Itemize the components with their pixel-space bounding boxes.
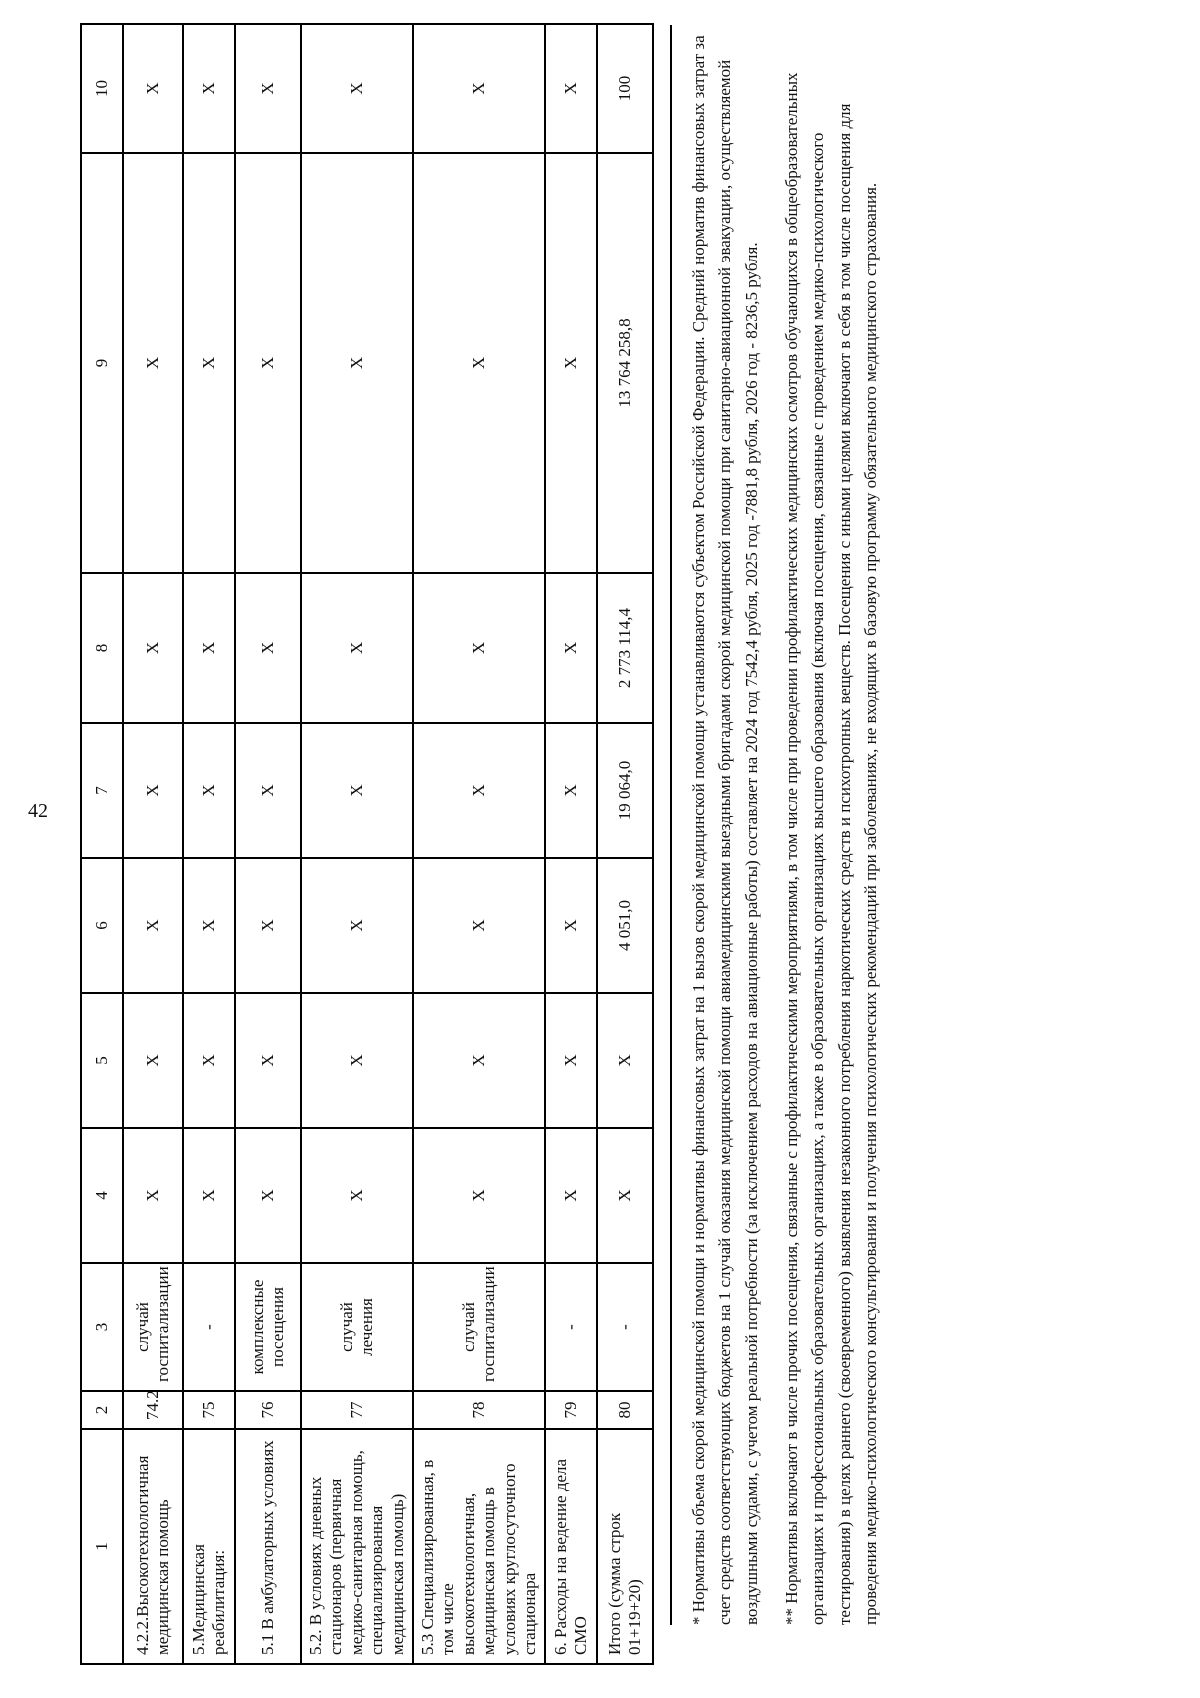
unit-cell: -: [597, 1263, 653, 1391]
value-cell: Х: [123, 858, 183, 993]
value-cell: Х: [301, 858, 413, 993]
row-label-cell: 5.3 Специализированная, в том числе высокотехнологичная, медицинская помощь в условиях круглосуточного стационара: [413, 1429, 545, 1664]
value-cell: 19 064,0: [597, 723, 653, 858]
value-cell: Х: [413, 723, 545, 858]
value-cell: Х: [123, 993, 183, 1128]
header-cell: 1: [81, 1429, 123, 1664]
header-cell: 5: [81, 993, 123, 1128]
footnote-visits: ** Нормативы включают в числе прочих посещения, связанные с профилактическими мероприятиями, в том числе при проведении профилактических медицинских осмотров обучающихся в общеобразовательных организациях и профессиональных образовательных организациях, а также в образовательных организациях высшего образования (включая посещения, связанные с проведением медико-психологического тестирования) в целях раннего (своевременного) выявления незаконного потребления наркотических средств и психотропных веществ. Посещения с иными целями включают в себя в том числе посещения для проведения медико-психологического консультирования и получения психологических рекомендаций при заболеваниях, не входящих в базовую программу обязательного медицинского страхования.: [782, 72, 881, 1625]
row-label-cell: Итого (сумма строк 01+19+20): [597, 1429, 653, 1664]
value-cell: Х: [235, 573, 301, 723]
table-header-row: [81, 24, 123, 1664]
value-cell: Х: [301, 573, 413, 723]
row-label-cell: 6. Расходы на ведение дела СМО: [545, 1429, 597, 1664]
value-cell: Х: [413, 1128, 545, 1263]
table-row: [301, 24, 413, 1664]
value-cell: Х: [413, 573, 545, 723]
unit-cell: случай госпитализации: [123, 1263, 183, 1391]
value-cell: 100: [597, 24, 653, 153]
header-cell: 7: [81, 723, 123, 858]
value-cell: 4 051,0: [597, 858, 653, 993]
header-cell: 8: [81, 573, 123, 723]
value-cell: Х: [413, 153, 545, 573]
value-cell: Х: [123, 1128, 183, 1263]
table-row-total: [597, 24, 653, 1664]
unit-cell: -: [183, 1263, 235, 1391]
row-number-cell: 77: [301, 1391, 413, 1429]
value-cell: Х: [545, 24, 597, 153]
row-number-cell: 80: [597, 1391, 653, 1429]
value-cell: Х: [301, 153, 413, 573]
value-cell: Х: [301, 1128, 413, 1263]
header-cell: 10: [81, 24, 123, 153]
value-cell: Х: [183, 723, 235, 858]
header-cell: 3: [81, 1263, 123, 1391]
row-label-cell: 5.Медицинская реабилитация:: [183, 1429, 235, 1664]
value-cell: Х: [301, 24, 413, 153]
unit-cell: случай лечения: [301, 1263, 413, 1391]
table-row: [235, 24, 301, 1664]
value-cell: Х: [545, 993, 597, 1128]
value-cell: Х: [183, 573, 235, 723]
value-cell: 13 764 258,8: [597, 153, 653, 573]
value-cell: Х: [123, 723, 183, 858]
value-cell: Х: [413, 858, 545, 993]
row-number-cell: 75: [183, 1391, 235, 1429]
footnotes: [670, 25, 898, 1625]
value-cell: Х: [235, 858, 301, 993]
footnote-ambulance: * Нормативы объема скорой медицинской помощи и нормативы финансовых затрат на 1 вызов скорой медицинской помощи устанавливаются субъектом Российской Федерации. Средний норматив финансовых затрат за счет средств соответствующих бюджетов на 1 случай оказания медицинской помощи авиамедицинскими выездными бригадами скорой медицинской помощи при санитарно-авиационной эвакуации, осуществляемой воздушными судами, с учетом реальной потребности (за исключением расходов на авиационные работы) составляет на 2024 год 7542,4 рубля, 2025 год -7881,8 рубля, 2026 год - 8236,5 рубля.: [689, 35, 761, 1625]
value-cell: Х: [183, 153, 235, 573]
table-row: [413, 24, 545, 1664]
value-cell: Х: [545, 1128, 597, 1263]
rotated-page-content: [30, 25, 1110, 1665]
row-number-cell: 79: [545, 1391, 597, 1429]
value-cell: Х: [123, 153, 183, 573]
row-label-cell: 5.1 В амбулаторных условиях: [235, 1429, 301, 1664]
table-row: [545, 24, 597, 1664]
header-cell: 9: [81, 153, 123, 573]
value-cell: Х: [235, 153, 301, 573]
value-cell: Х: [183, 858, 235, 993]
value-cell: Х: [597, 1128, 653, 1263]
row-number-cell: 76: [235, 1391, 301, 1429]
header-cell: 4: [81, 1128, 123, 1263]
value-cell: Х: [235, 723, 301, 858]
row-label-cell: 4.2.2.Высокотехнологичная медицинская помощь: [123, 1429, 183, 1664]
unit-cell: случай госпитализации: [413, 1263, 545, 1391]
header-cell: 6: [81, 858, 123, 993]
value-cell: Х: [183, 1128, 235, 1263]
value-cell: Х: [235, 993, 301, 1128]
value-cell: Х: [235, 1128, 301, 1263]
value-cell: Х: [301, 723, 413, 858]
value-cell: Х: [413, 993, 545, 1128]
row-number-cell: 74.2: [123, 1391, 183, 1429]
unit-cell: -: [545, 1263, 597, 1391]
value-cell: Х: [183, 993, 235, 1128]
row-label-cell: 5.2. В условиях дневных стационаров (первичная медико-санитарная помощь, специализированная медицинская помощь): [301, 1429, 413, 1664]
value-cell: Х: [545, 723, 597, 858]
value-cell: Х: [183, 24, 235, 153]
header-cell: 2: [81, 1391, 123, 1429]
value-cell: Х: [597, 993, 653, 1128]
value-cell: Х: [123, 24, 183, 153]
value-cell: 2 773 114,4: [597, 573, 653, 723]
row-number-cell: 78: [413, 1391, 545, 1429]
value-cell: Х: [123, 573, 183, 723]
value-cell: Х: [301, 993, 413, 1128]
table-row: [123, 24, 183, 1664]
value-cell: Х: [545, 858, 597, 993]
table-row: [183, 24, 235, 1664]
unit-cell: комплексные посещения: [235, 1263, 301, 1391]
value-cell: Х: [545, 153, 597, 573]
norms-table: [80, 23, 654, 1665]
value-cell: Х: [545, 573, 597, 723]
page-number: 42: [28, 800, 48, 822]
value-cell: Х: [235, 24, 301, 153]
value-cell: Х: [413, 24, 545, 153]
